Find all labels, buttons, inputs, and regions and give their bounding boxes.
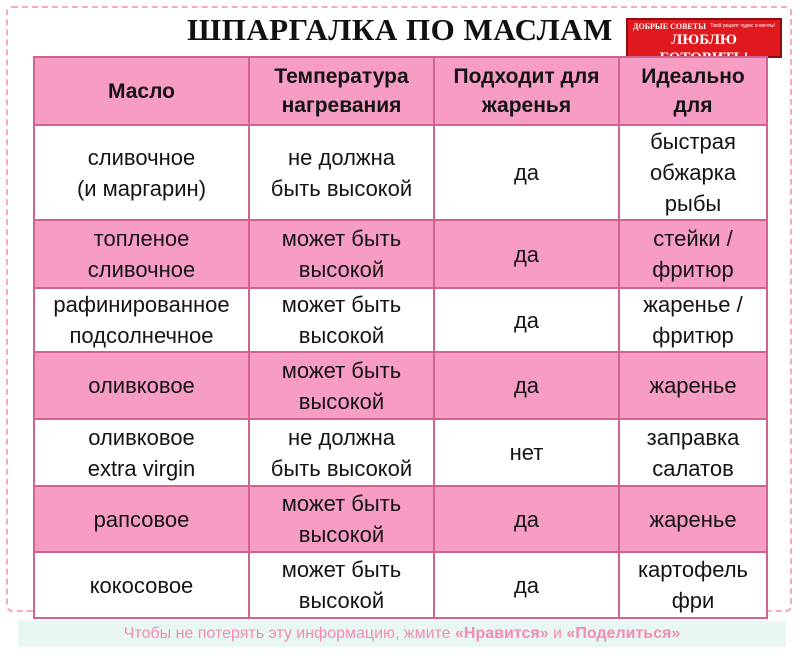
cell-temperature: может быть высокой xyxy=(249,220,434,288)
cell-ideal: заправка салатов xyxy=(619,419,767,486)
cell-frying: да xyxy=(434,486,619,552)
table-row xyxy=(34,220,767,288)
cell-frying: да xyxy=(434,125,619,220)
table-header-row xyxy=(34,57,767,125)
header-oil: Масло xyxy=(34,57,249,125)
cell-frying: нет xyxy=(434,419,619,486)
table-row xyxy=(34,486,767,552)
cell-oil: сливочное (и маргарин) xyxy=(34,125,249,220)
table-row xyxy=(34,552,767,618)
table-row xyxy=(34,352,767,419)
cell-frying: да xyxy=(434,352,619,419)
table-row xyxy=(34,419,767,486)
badge-name: ЛЮБЛЮ ГОТОВИТЬ! xyxy=(659,32,749,66)
cell-ideal: быстрая обжарка рыбы xyxy=(619,125,767,220)
header-ideal: Идеально для xyxy=(619,57,767,125)
cell-frying: да xyxy=(434,552,619,618)
cell-ideal: жаренье xyxy=(619,352,767,419)
cell-temperature: может быть высокой xyxy=(249,352,434,419)
header-temperature: Температура нагревания xyxy=(249,57,434,125)
cell-ideal: жаренье / фритюр xyxy=(619,288,767,352)
footer-prefix: Чтобы не потерять эту информацию, жмите xyxy=(123,625,456,642)
cell-oil: оливковое extra virgin xyxy=(34,419,249,486)
cell-ideal: жаренье xyxy=(619,486,767,552)
badge-subtitle: ДОБРЫЕ СОВЕТЫ xyxy=(633,22,706,31)
table-row xyxy=(34,288,767,352)
cell-temperature: не должна быть высокой xyxy=(249,125,434,220)
table-row xyxy=(34,125,767,220)
cell-ideal: стейки / фритюр xyxy=(619,220,767,288)
cell-frying: да xyxy=(434,220,619,288)
cell-temperature: может быть высокой xyxy=(249,552,434,618)
cell-temperature: не должна быть высокой xyxy=(249,419,434,486)
badge-top-line xyxy=(628,20,780,31)
cell-oil: рафинированное подсолнечное xyxy=(34,288,249,352)
oils-table xyxy=(33,56,768,619)
cell-oil: оливковое xyxy=(34,352,249,419)
cell-temperature: может быть высокой xyxy=(249,486,434,552)
like-label: «Нравится» xyxy=(455,625,549,642)
header-frying: Подходит для жаренья xyxy=(434,57,619,125)
footer-note xyxy=(18,621,786,647)
share-label: «Поделиться» xyxy=(566,625,681,642)
cell-oil: топленое сливочное xyxy=(34,220,249,288)
badge-tagline: Твой рецепт чудес и мечты! xyxy=(710,23,775,29)
page-title: ШПАРГАЛКА ПО МАСЛАМ xyxy=(187,12,613,47)
cell-oil: кокосовое xyxy=(34,552,249,618)
brand-logo-badge xyxy=(626,18,782,66)
footer-middle: и xyxy=(548,625,567,642)
cell-ideal: картофель фри xyxy=(619,552,767,618)
cell-oil: рапсовое xyxy=(34,486,249,552)
cell-frying: да xyxy=(434,288,619,352)
cell-temperature: может быть высокой xyxy=(249,288,434,352)
